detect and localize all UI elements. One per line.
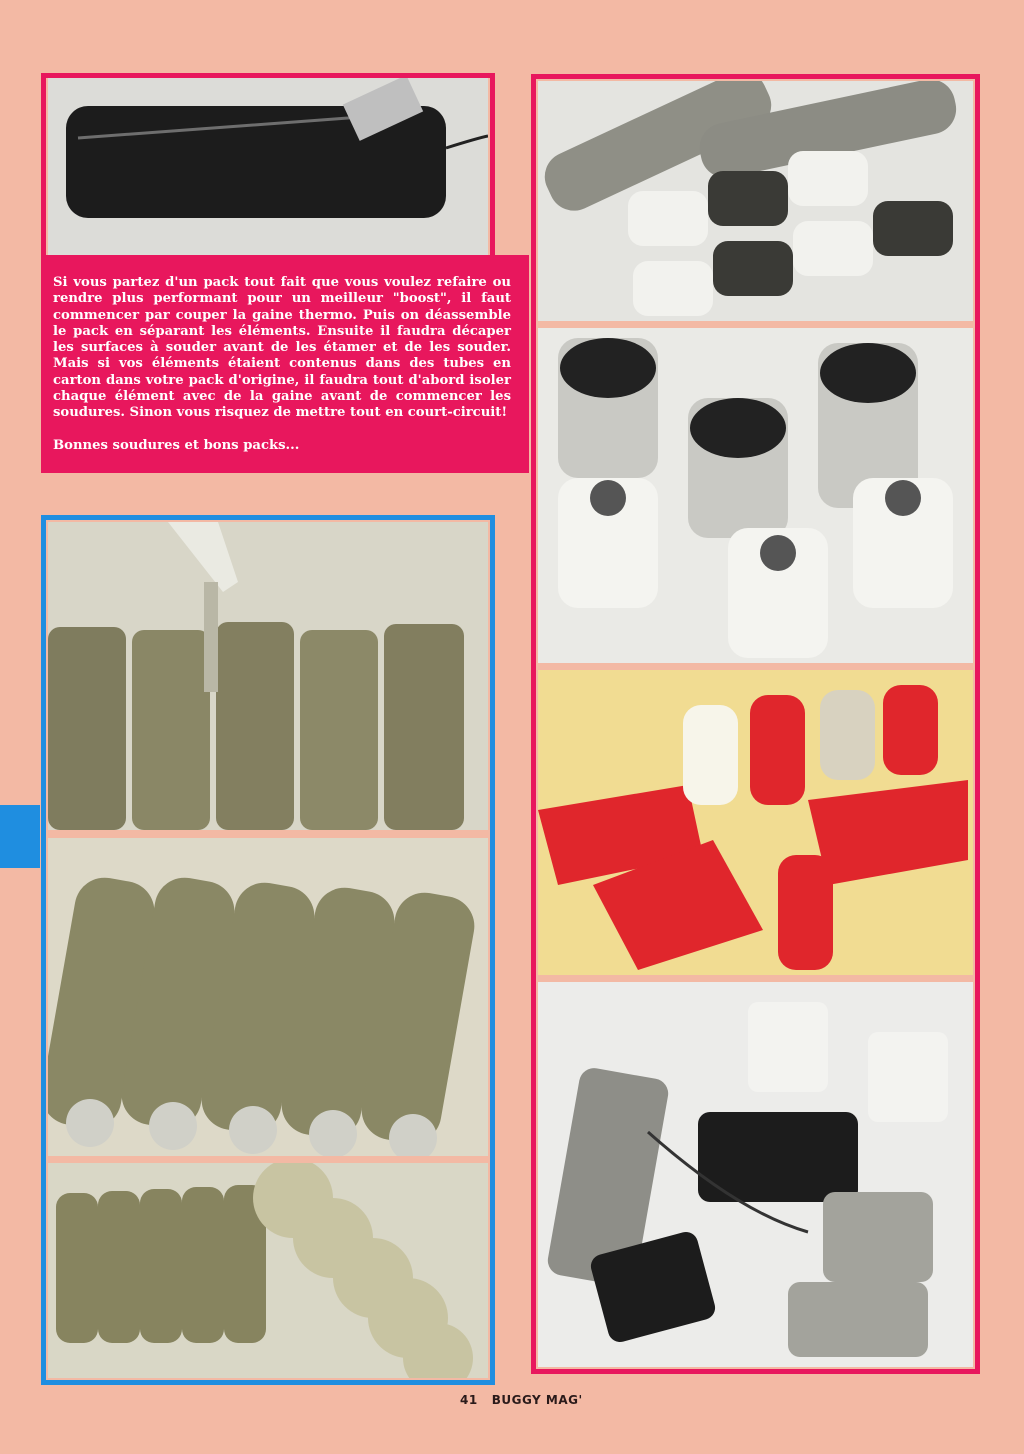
article-paragraph-1: Si vous partez d'un pack tout fait que vous voulez refaire ou rendre plus performant pour un meilleur "boost", il faut commencer par couper la gaine thermo. Puis on déassemble le pack en séparant les éléments. Ensuite il faudra décaper les surfaces à souder avant de les étamer et de les souder. Mais si vos éléments étaient contenus dans des tubes en carton dans votre pack d'origine, il faudra tout d'abord isoler chaque élément avec de la gaine avant de commencer les soudures. Sinon vous risquez de mettre tout en court-circuit! <box>53 275 511 421</box>
red-heatshrink-illustration <box>538 670 973 975</box>
cardboard-tubes-illustration <box>538 81 973 321</box>
page-footer <box>460 1393 600 1413</box>
article-paragraph-2: Bonnes soudures et bons packs... <box>53 437 300 453</box>
cells-with-glue-illustration <box>48 522 488 830</box>
photo-glue-cells <box>48 522 488 830</box>
photo-soldered-cells <box>48 838 488 1156</box>
page-number: 41 <box>460 1393 478 1407</box>
photo-stick-and-subc <box>48 1163 488 1378</box>
photo-cardboard-tubes <box>538 81 973 321</box>
soldered-cells-illustration <box>48 838 488 1156</box>
photo-standing-cells <box>538 328 973 663</box>
battery-pack-illustration <box>48 78 488 255</box>
magazine-name: BUGGY MAG' <box>491 1393 583 1407</box>
standing-cells-illustration <box>538 328 973 663</box>
photo-finished-packs <box>538 982 973 1367</box>
finished-packs-illustration <box>538 982 973 1367</box>
blue-side-tab <box>0 805 40 868</box>
photo-red-heatshrink <box>538 670 973 975</box>
article-text-box <box>41 255 529 473</box>
photo-cutting-pack <box>48 78 488 255</box>
packs-illustration <box>48 1163 488 1378</box>
